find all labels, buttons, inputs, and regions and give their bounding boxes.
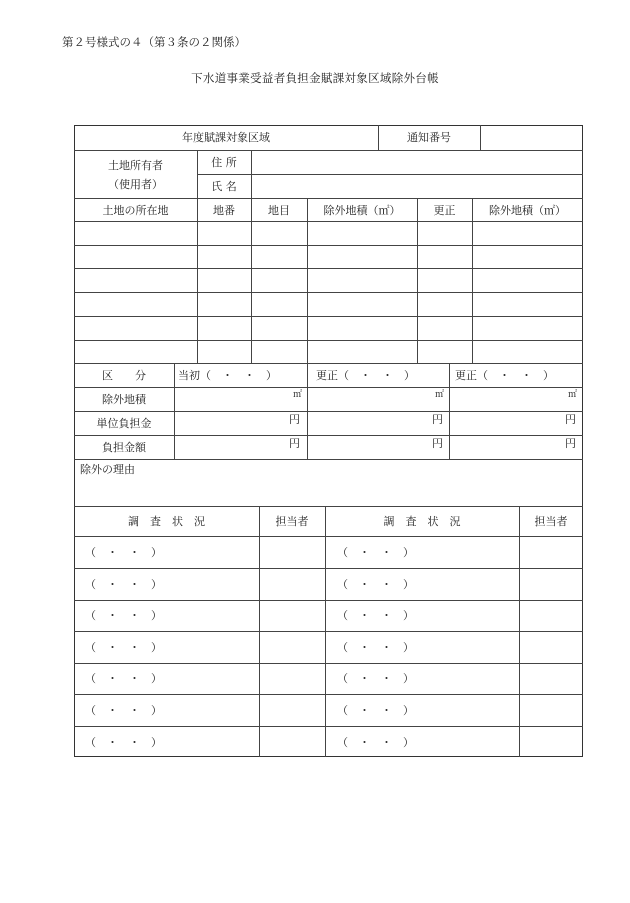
survey-date-left: （ ・ ・ ）: [85, 609, 162, 622]
rule: [74, 726, 583, 727]
rule: [74, 316, 583, 317]
unit-yen: 円: [432, 413, 443, 426]
survey-date-right: （ ・ ・ ）: [337, 641, 414, 654]
rule: [74, 435, 583, 436]
notice-number-field[interactable]: [482, 127, 581, 148]
survey-status-header-left: 調 査 状 況: [128, 515, 205, 528]
unit-yen: 円: [289, 413, 300, 426]
survey-date-right: （ ・ ・ ）: [337, 704, 414, 717]
col-excluded-area: 除外地積（㎡）: [323, 204, 401, 217]
address-label: 住 所: [211, 156, 237, 169]
rule: [480, 125, 481, 150]
rule: [74, 245, 583, 246]
rule: [197, 174, 583, 175]
rule: [74, 363, 583, 364]
rule: [74, 536, 583, 537]
rule: [74, 568, 583, 569]
unit-yen: 円: [432, 437, 443, 450]
unit-yen: 円: [565, 413, 576, 426]
rule: [472, 198, 473, 363]
summary-label-excluded-area: 除外地積: [102, 393, 146, 406]
rule: [251, 198, 252, 363]
survey-date-right: （ ・ ・ ）: [337, 578, 414, 591]
rule: [74, 268, 583, 269]
col-lot-number: 地番: [213, 204, 235, 217]
rule: [74, 387, 583, 388]
correction-date-label-2: 更正（ ・ ・ ）: [455, 369, 554, 382]
area-label: 年度賦課対象区域: [182, 131, 270, 144]
rule: [74, 150, 583, 151]
col-land-category: 地目: [268, 204, 290, 217]
col-corrected-excluded-area: 除外地積（㎡）: [489, 204, 566, 217]
person-in-charge-header-left: 担当者: [275, 515, 309, 528]
survey-date-right: （ ・ ・ ）: [337, 546, 414, 559]
address-field[interactable]: [253, 152, 581, 172]
survey-date-right: （ ・ ・ ）: [337, 672, 414, 685]
reason-label: 除外の理由: [80, 463, 135, 476]
form-number-note: 第２号様式の４（第３条の２関係）: [62, 35, 246, 49]
unit-yen: 円: [289, 437, 300, 450]
survey-date-left: （ ・ ・ ）: [85, 578, 162, 591]
correction-date-label-1: 更正（ ・ ・ ）: [316, 369, 415, 382]
survey-date-left: （ ・ ・ ）: [85, 704, 162, 717]
document-title: 下水道事業受益者負担金賦課対象区域除外台帳: [191, 71, 439, 85]
rule: [74, 631, 583, 632]
rule: [74, 663, 583, 664]
summary-label-unit-charge: 単位負担金: [96, 417, 152, 430]
unit-sqm: ㎡: [292, 390, 302, 400]
rule: [74, 221, 583, 222]
survey-date-right: （ ・ ・ ）: [337, 736, 414, 749]
notice-number-label: 通知番号: [407, 131, 451, 144]
col-location: 土地の所在地: [102, 204, 169, 217]
unit-sqm: ㎡: [434, 390, 444, 400]
unit-yen: 円: [565, 437, 576, 450]
rule: [197, 198, 198, 363]
survey-date-left: （ ・ ・ ）: [85, 672, 162, 685]
kubun-label: 区 分: [102, 369, 146, 382]
rule: [417, 198, 418, 363]
survey-date-left: （ ・ ・ ）: [85, 641, 162, 654]
col-correction: 更正: [433, 204, 456, 217]
name-label: 氏 名: [211, 180, 237, 193]
rule: [74, 506, 583, 507]
rule: [74, 198, 583, 199]
rule: [74, 600, 583, 601]
rule: [74, 694, 583, 695]
rule: [74, 459, 583, 460]
owner-label: 土地所有者: [108, 159, 163, 172]
survey-status-header-right: 調 査 状 況: [383, 515, 461, 528]
rule: [74, 292, 583, 293]
survey-date-left: （ ・ ・ ）: [85, 546, 162, 559]
user-label: （使用者）: [108, 178, 163, 191]
survey-date-left: （ ・ ・ ）: [85, 736, 162, 749]
unit-sqm: ㎡: [567, 390, 577, 400]
summary-label-charge-amount: 負担金額: [102, 441, 146, 454]
rule: [74, 340, 583, 341]
name-field[interactable]: [253, 176, 581, 196]
rule: [307, 198, 308, 363]
person-in-charge-header-right: 担当者: [534, 515, 568, 528]
rule: [74, 411, 583, 412]
initial-date-label: 当初（ ・ ・ ）: [178, 369, 277, 382]
survey-date-right: （ ・ ・ ）: [337, 609, 414, 622]
